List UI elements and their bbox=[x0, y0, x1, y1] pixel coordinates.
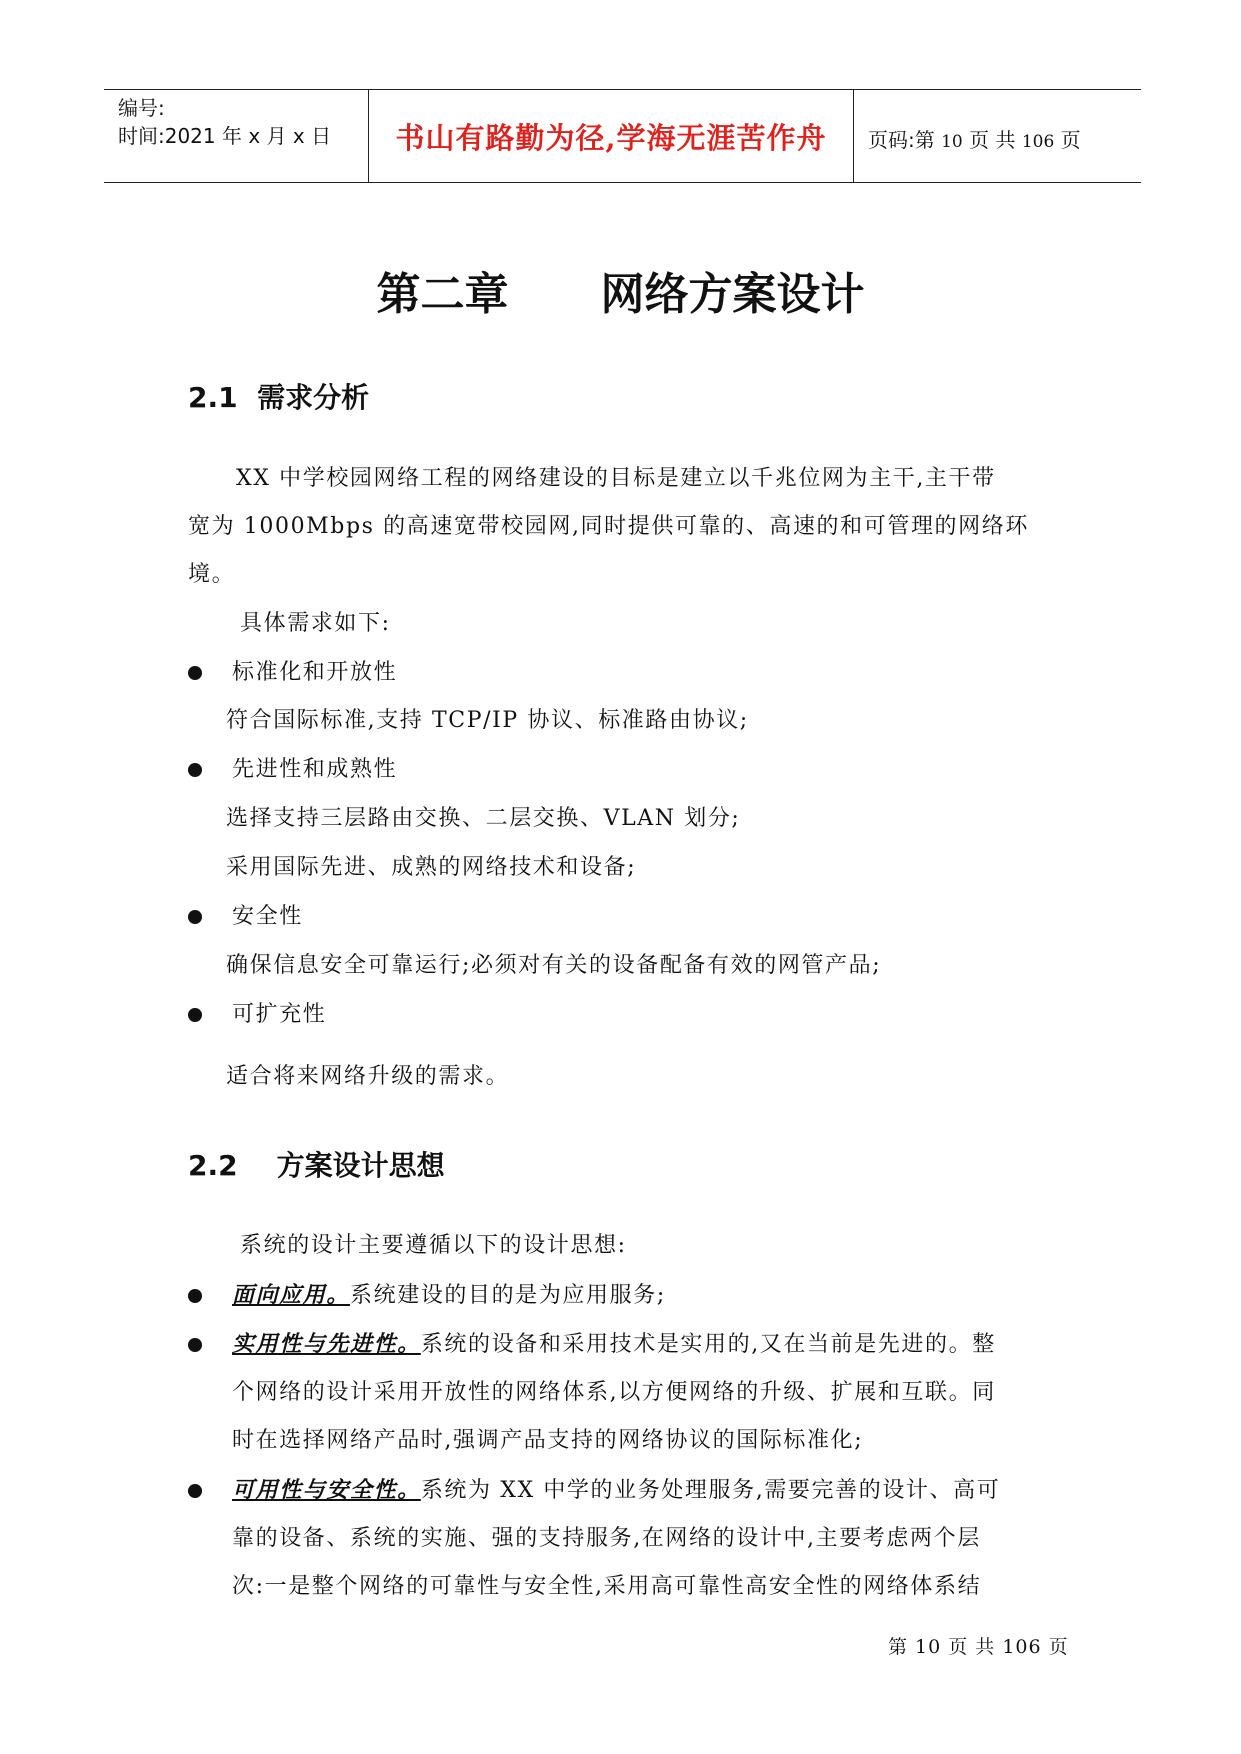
section-heading-2-2: 2.2 方案设计思想 bbox=[188, 1149, 445, 1182]
design-item-text: 系统建设的目的是为应用服务; bbox=[350, 1283, 666, 1308]
design-item-text: 系统为 XX 中学的业务处理服务,需要完善的设计、高可 bbox=[420, 1478, 1001, 1503]
design-item-line: 个网络的设计采用开放性的网络体系,以方便网络的升级、扩展和互联。同 bbox=[232, 1380, 996, 1405]
list-item-detail: 确保信息安全可靠运行;必须对有关的设备配备有效的网管产品; bbox=[226, 953, 882, 978]
page-total: 106 bbox=[1021, 132, 1055, 152]
design-item bbox=[232, 1272, 666, 1320]
design-item bbox=[232, 1321, 996, 1369]
design-item-text: 系统的设备和采用技术是实用的,又在当前是先进的。整 bbox=[420, 1332, 996, 1357]
bullet-icon bbox=[188, 1008, 202, 1022]
motto: 书山有路勤为径,学海无涯苦作舟 bbox=[395, 121, 827, 155]
header-motto-cell bbox=[369, 90, 854, 182]
design-lead: 系统的设计主要遵循以下的设计思想: bbox=[240, 1233, 627, 1258]
design-item-emphasis: 面向应用。 bbox=[232, 1283, 351, 1308]
list-item-title: 标准化和开放性 bbox=[232, 660, 398, 685]
header-page-info bbox=[868, 124, 1081, 153]
bullet-icon bbox=[188, 1484, 202, 1498]
design-item-line: 次:一是整个网络的可靠性与安全性,采用高可靠性高安全性的网络体系结 bbox=[232, 1574, 982, 1599]
design-item-emphasis: 可用性与安全性。 bbox=[232, 1478, 421, 1503]
page-mid: 页 共 bbox=[962, 128, 1022, 152]
number-label: 编号: bbox=[118, 96, 165, 120]
design-item bbox=[232, 1467, 1000, 1515]
header-meta-cell bbox=[104, 90, 369, 182]
requirements-lead: 具体需求如下: bbox=[240, 611, 391, 636]
bullet-icon bbox=[188, 666, 202, 680]
page-suffix: 页 bbox=[1054, 128, 1081, 152]
page-header bbox=[104, 89, 1141, 183]
design-item-line: 时在选择网络产品时,强调产品支持的网络协议的国际标准化; bbox=[232, 1428, 864, 1453]
list-item-title: 先进性和成熟性 bbox=[232, 757, 398, 782]
list-item-detail: 适合将来网络升级的需求。 bbox=[226, 1064, 510, 1089]
bullet-icon bbox=[188, 763, 202, 777]
section-heading-2-1: 2.1 需求分析 bbox=[188, 381, 370, 414]
page-prefix: 页码:第 bbox=[868, 128, 942, 152]
bullet-icon bbox=[188, 910, 202, 924]
bullet-icon bbox=[188, 1338, 202, 1352]
header-page-cell bbox=[854, 90, 1141, 182]
list-item-detail: 符合国际标准,支持 TCP/IP 协议、标准路由协议; bbox=[226, 708, 749, 733]
list-item-detail: 选择支持三层路由交换、二层交换、VLAN 划分; bbox=[226, 806, 741, 831]
chapter-title: 第二章 网络方案设计 bbox=[376, 269, 865, 320]
list-item-title: 安全性 bbox=[232, 904, 303, 929]
bullet-icon bbox=[188, 1289, 202, 1303]
paragraph-line: XX 中学校园网络工程的网络建设的目标是建立以千兆位网为主干,主干带 bbox=[236, 466, 996, 491]
design-item-emphasis: 实用性与先进性。 bbox=[232, 1332, 421, 1357]
paragraph-line: 宽为 1000Mbps 的高速宽带校园网,同时提供可靠的、高速的和可管理的网络环 bbox=[188, 514, 1029, 539]
page-footer: 第 10 页 共 106 页 bbox=[888, 1636, 1069, 1658]
page-number: 10 bbox=[941, 132, 963, 152]
list-item-title: 可扩充性 bbox=[232, 1002, 327, 1027]
paragraph-line: 境。 bbox=[188, 562, 236, 587]
time-label: 时间:2021 年 x 月 x 日 bbox=[118, 124, 332, 148]
list-item-detail: 采用国际先进、成熟的网络技术和设备; bbox=[226, 855, 637, 880]
design-item-line: 靠的设备、系统的实施、强的支持服务,在网络的设计中,主要考虑两个层 bbox=[232, 1526, 981, 1551]
